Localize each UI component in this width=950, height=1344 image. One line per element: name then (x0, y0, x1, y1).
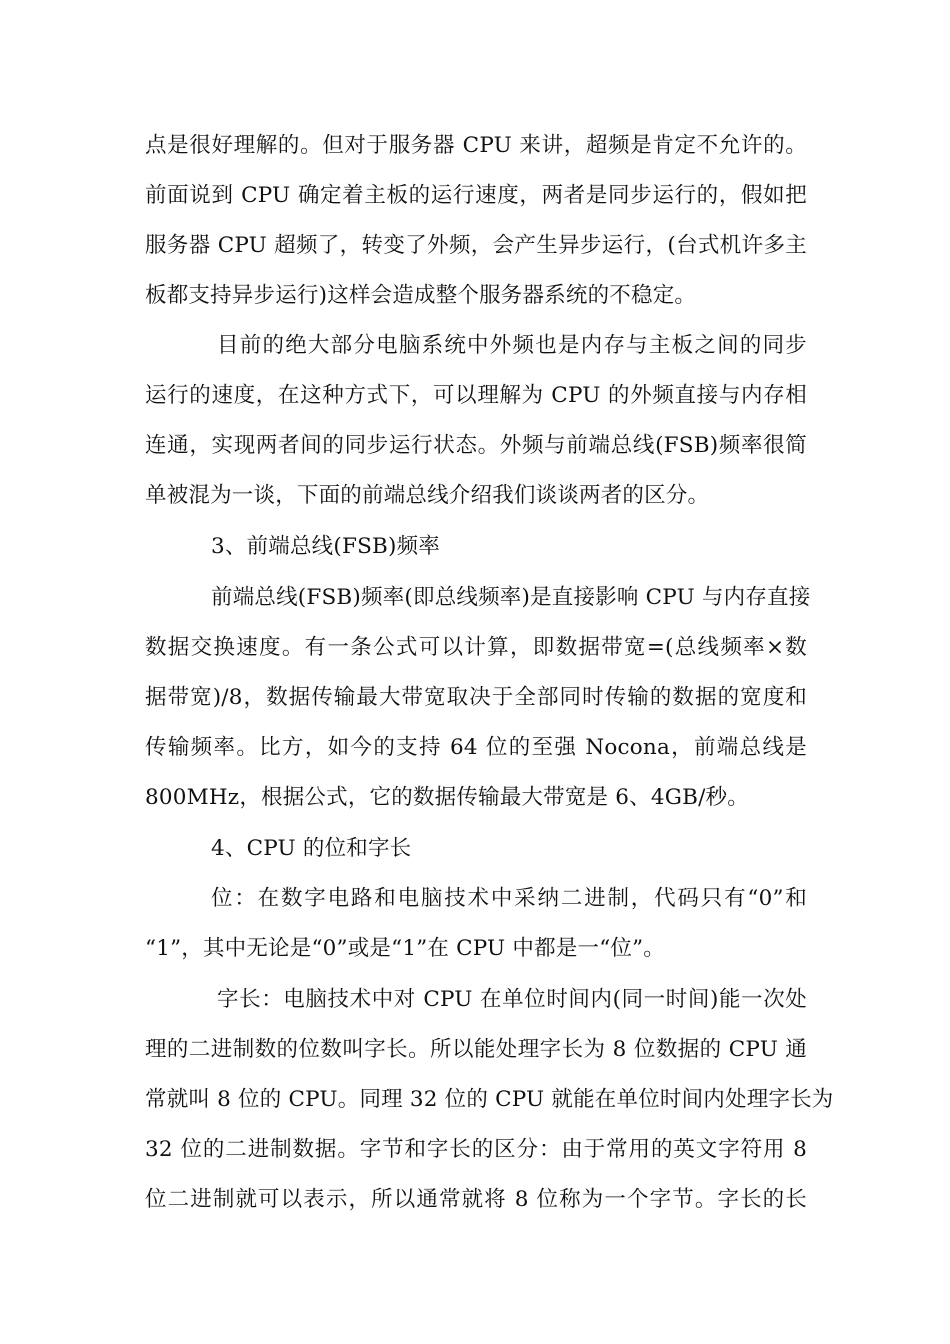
text-line: 运行的速度，在这种方式下，可以理解为 CPU 的外频直接与内存相 (145, 383, 807, 408)
text-line: 据带宽)/8，数据传输最大带宽取决于全部同时传输的数据的宽度和 (145, 685, 807, 710)
text-line: 前面说到 CPU 确定着主板的运行速度，两者是同步运行的，假如把 (145, 183, 807, 208)
text-line: 前端总线(FSB)频率(即总线频率)是直接影响 CPU 与内存直接 (211, 585, 811, 610)
text-line: 单被混为一谈，下面的前端总线介绍我们谈谈两者的区分。 (145, 483, 710, 508)
text-line: “1”，其中无论是“0”或是“1”在 CPU 中都是一“位”。 (145, 936, 665, 961)
text-line: 位：在数字电路和电脑技术中采纳二进制，代码只有“0”和 (211, 886, 807, 911)
text-line: 字长：电脑技术中对 CPU 在单位时间内(同一时间)能一次处 (217, 987, 807, 1012)
text-line: 理的二进制数的位数叫字长。所以能处理字长为 8 位数据的 CPU 通 (145, 1037, 807, 1062)
text-line: 连通，实现两者间的同步运行状态。外频与前端总线(FSB)频率很简 (145, 433, 807, 458)
text-line: 服务器 CPU 超频了，转变了外频，会产生异步运行，(台式机许多主 (145, 233, 807, 258)
text-line: 传输频率。比方，如今的支持 64 位的至强 Nocona，前端总线是 (145, 735, 807, 760)
text-line: 32 位的二进制数据。字节和字长的区分：由于常用的英文字符用 8 (145, 1137, 807, 1162)
text-line: 目前的绝大部分电脑系统中外频也是内存与主板之间的同步 (217, 333, 807, 358)
text-line: 点是很好理解的。但对于服务器 CPU 来讲，超频是肯定不允许的。 (145, 133, 807, 158)
text-line: 位二进制就可以表示，所以通常就将 8 位称为一个字节。字长的长 (145, 1187, 807, 1212)
text-line: 800MHz，根据公式，它的数据传输最大带宽是 6、4GB/秒。 (145, 785, 749, 810)
text-line: 板都支持异步运行)这样会造成整个服务器系统的不稳定。 (145, 283, 697, 308)
section-heading: 4、CPU 的位和字长 (211, 836, 412, 861)
text-line: 数据交换速度。有一条公式可以计算，即数据带宽=(总线频率×数 (145, 635, 807, 660)
text-line: 常就叫 8 位的 CPU。同理 32 位的 CPU 就能在单位时间内处理字长为 (145, 1087, 834, 1112)
section-heading: 3、前端总线(FSB)频率 (211, 534, 441, 559)
